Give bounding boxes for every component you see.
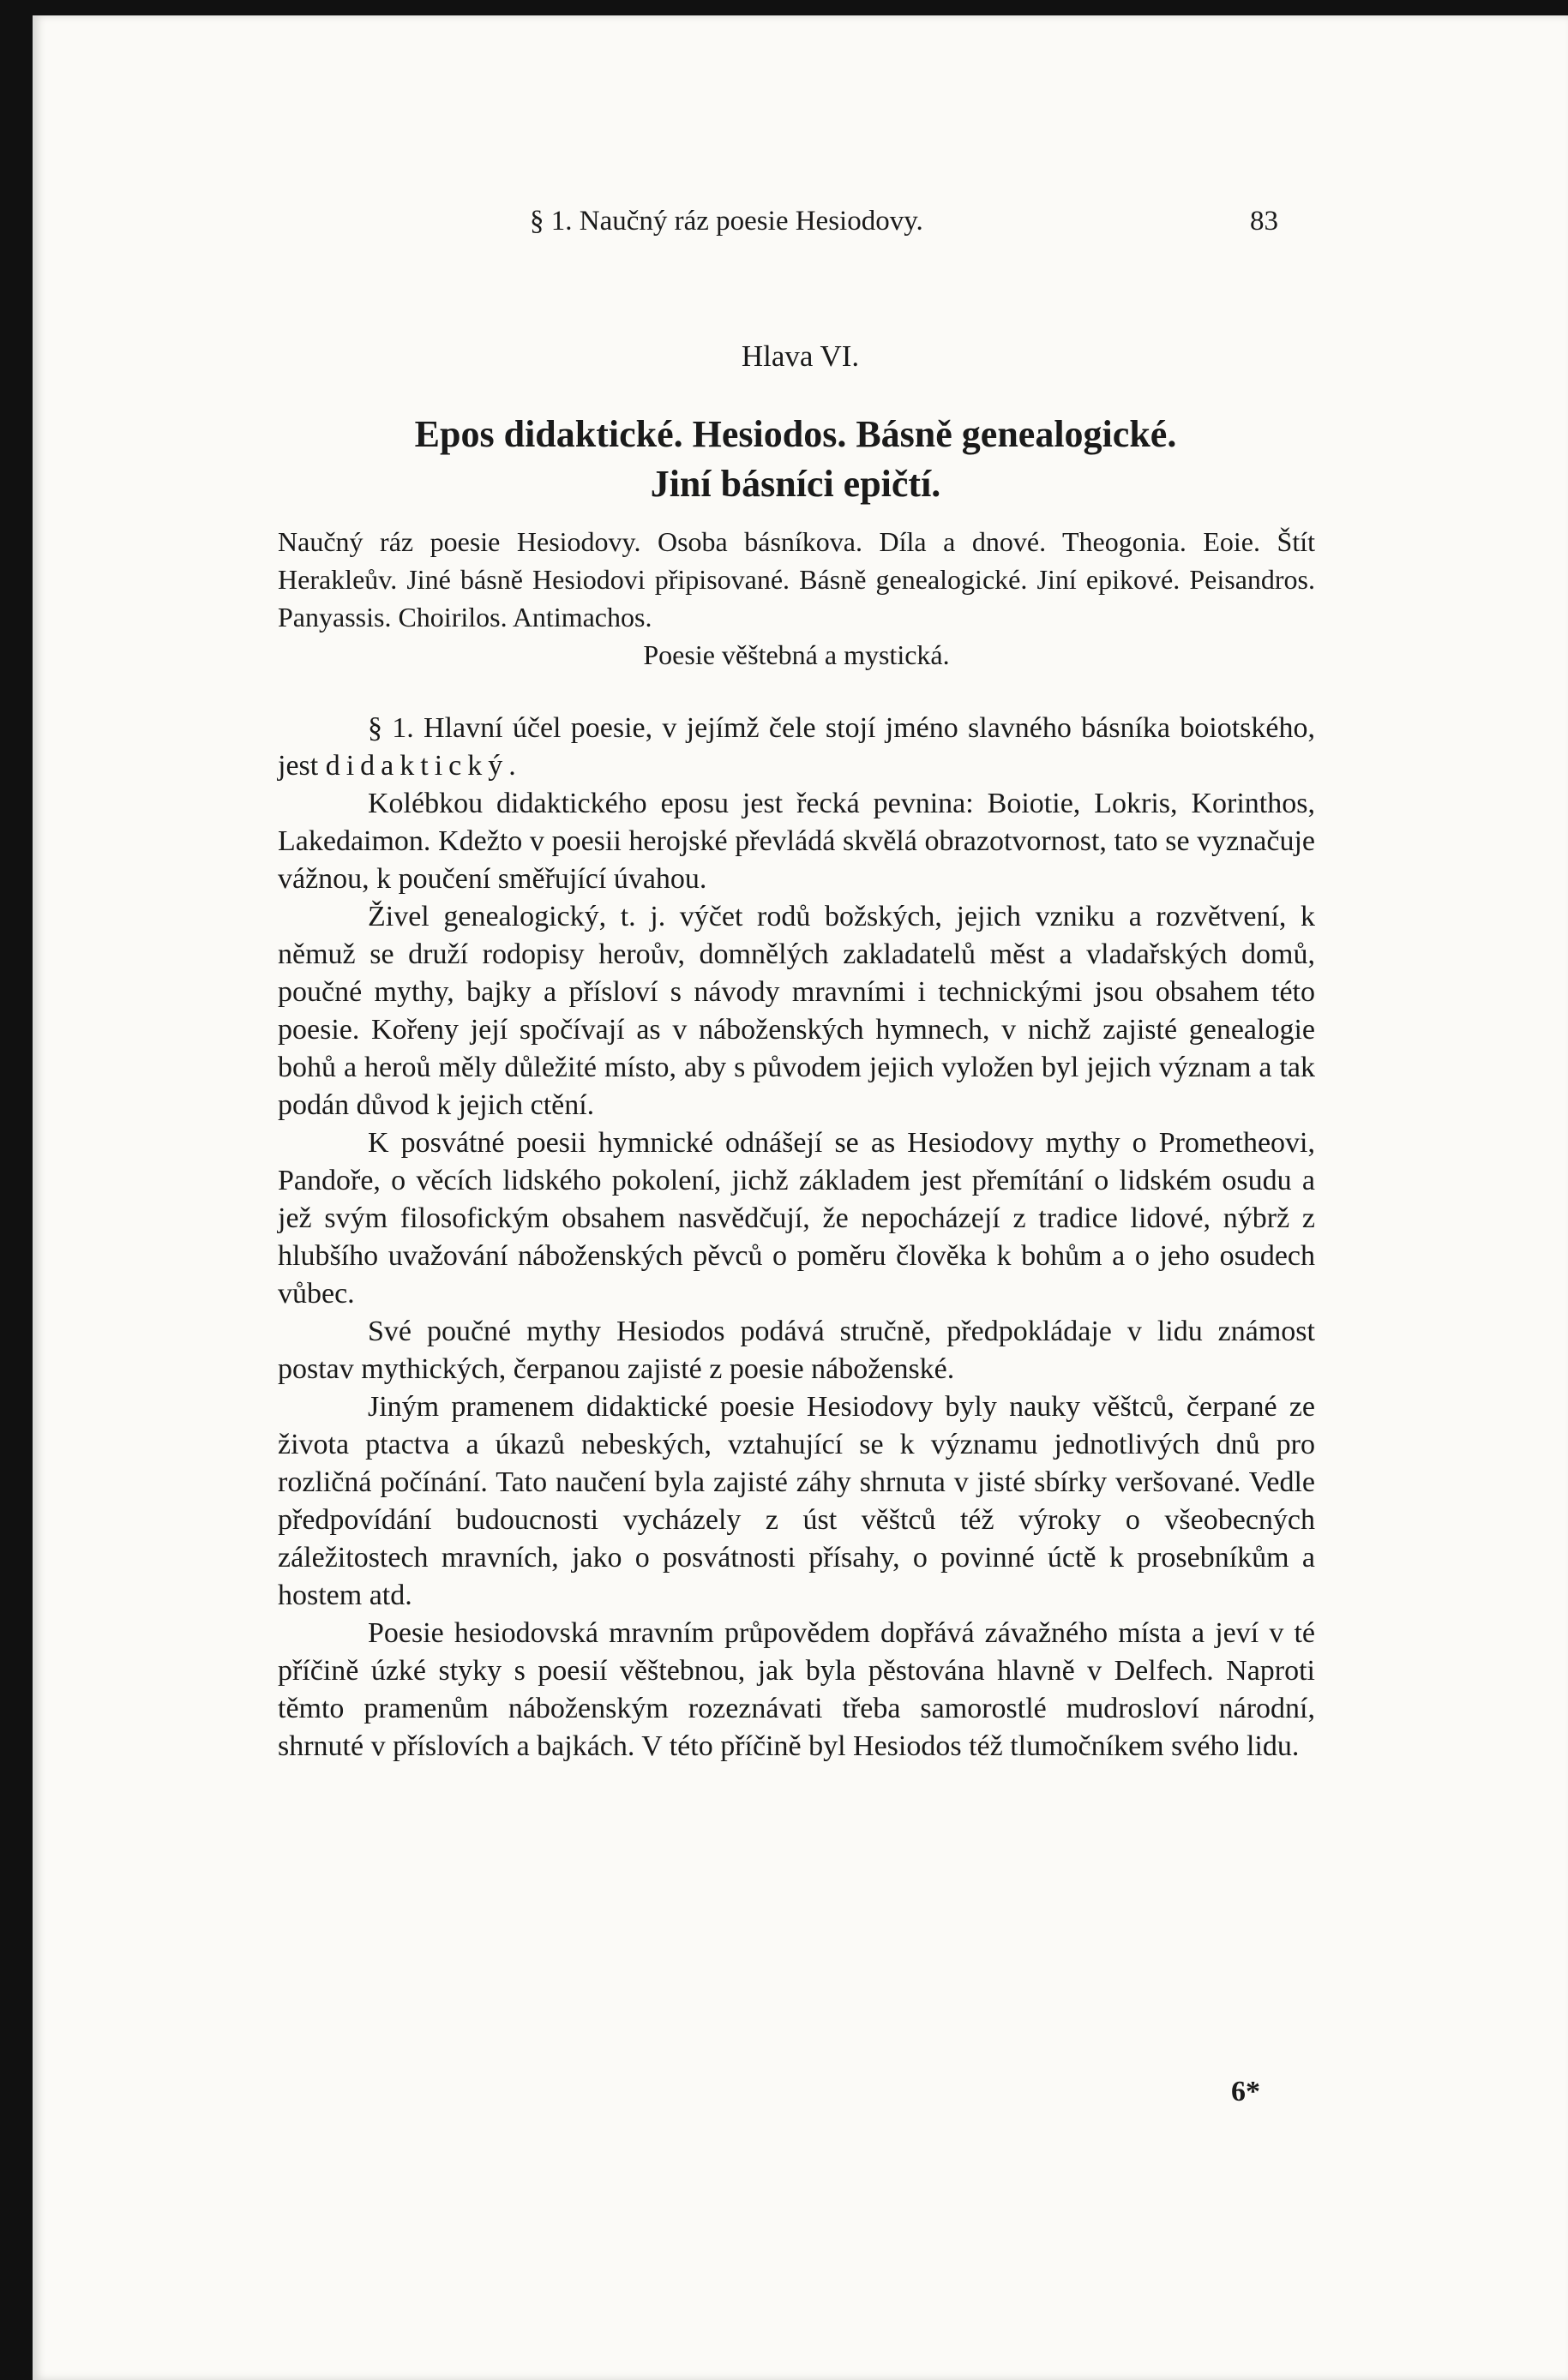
paragraph-3: Živel genealogický, t. j. výčet rodů božských, jejich vzniku a rozvětvení, k němuž se druží rodopisy heroův, domnělých zakladatelů měst a vladařských domů, poučné mythy, bajky a přísloví s návody mravními i technickými jsou obsahem této poesie. Kořeny její spočívají as v náboženských hymnech, v nichž zajisté genealogie bohů a heroů měly důležité místo, aby s původem jejich vyložen byl jejich význam a tak podán důvod k jejich ctění. bbox=[278, 901, 1315, 1121]
paragraph-1-end: . bbox=[508, 750, 516, 782]
chapter-title-line-2: Jiní básníci epičtí. bbox=[650, 463, 941, 505]
chapter-heading: Hlava VI. bbox=[741, 339, 860, 373]
page-number: 83 bbox=[1250, 206, 1278, 237]
body-text bbox=[278, 710, 1315, 1766]
summary-text: Naučný ráz poesie Hesiodovy. Osoba básníkova. Díla a dnové. Theogonia. Eoie. Štít Herakleův. Jiné básně Hesiodovi připisované. Básně genealogické. Jiní epikové. Peisandros. Panyassis. Choirilos. Antimachos. bbox=[278, 526, 1315, 632]
chapter-summary bbox=[278, 523, 1315, 674]
summary-last-line: Poesie věštebná a mystická. bbox=[643, 639, 950, 670]
running-title: § 1. Naučný ráz poesie Hesiodovy. bbox=[530, 206, 923, 237]
paragraph-4: K posvátné poesii hymnické odnášejí se as Hesiodovy mythy o Prometheovi, Pandoře, o věcích lidského pokolení, jichž základem jest přemítání o lidském osudu a jež svým filosofickým obsahem nasvědčují, že nepocházejí z tradice lidové, nýbrž z hlubšího uvažování náboženských pěvců o poměru člověka k bohům a o jeho osudech vůbec. bbox=[278, 1127, 1315, 1310]
signature-mark: 6* bbox=[1231, 2076, 1260, 2107]
book-page bbox=[33, 15, 1568, 2380]
paragraph-7: Poesie hesiodovská mravním průpovědem dopřává závažného místa a jeví v té příčině úzké styky s poesií věštebnou, jak byla pěstována hlavně v Delfech. Naproti těmto pramenům náboženským rozeznávati třeba samorostlé mudrosloví národní, shrnuté v příslovích a bajkách. V této příčině byl Hesiodos též tlumočníkem svého lidu. bbox=[278, 1617, 1315, 1762]
paragraph-6: Jiným pramenem didaktické poesie Hesiodovy byly nauky věštců, čerpané ze života ptactva a úkazů nebeských, vztahující se k významu jednotlivých dnů pro rozličná počínání. Tato naučení byla zajisté záhy shrnuta v jisté sbírky veršované. Vedle předpovídání budoucnosti vycházely z úst věštců též výroky o všeobecných záležitostech mravních, jako o posvátnosti přísahy, o povinné úctě k prosebníkům a hostem atd. bbox=[278, 1391, 1315, 1611]
paragraph-1 bbox=[278, 710, 1315, 785]
paragraph-5: Své poučné mythy Hesiodos podává stručně, předpokládaje v lidu známost postav mythických, čerpanou zajisté z poesie náboženské. bbox=[278, 1316, 1315, 1385]
chapter-title-line-1: Epos didaktické. Hesiodos. Básně genealogické. bbox=[414, 413, 1177, 455]
chapter-title bbox=[290, 410, 1301, 509]
paragraph-2: Kolébkou didaktického eposu jest řecká pevnina: Boiotie, Lokris, Korinthos, Lakedaimon. Kdežto v poesii herojské převládá skvělá obrazotvornost, tato se vyznačuje vážnou, k poučení směřující úvahou. bbox=[278, 788, 1315, 895]
emphasis-didakticky: didaktický bbox=[325, 750, 509, 782]
paragraph-1-start: § 1. Hlavní účel poesie, v jejímž čele stojí jméno slavného básníka boiotského, jest bbox=[278, 712, 1315, 782]
